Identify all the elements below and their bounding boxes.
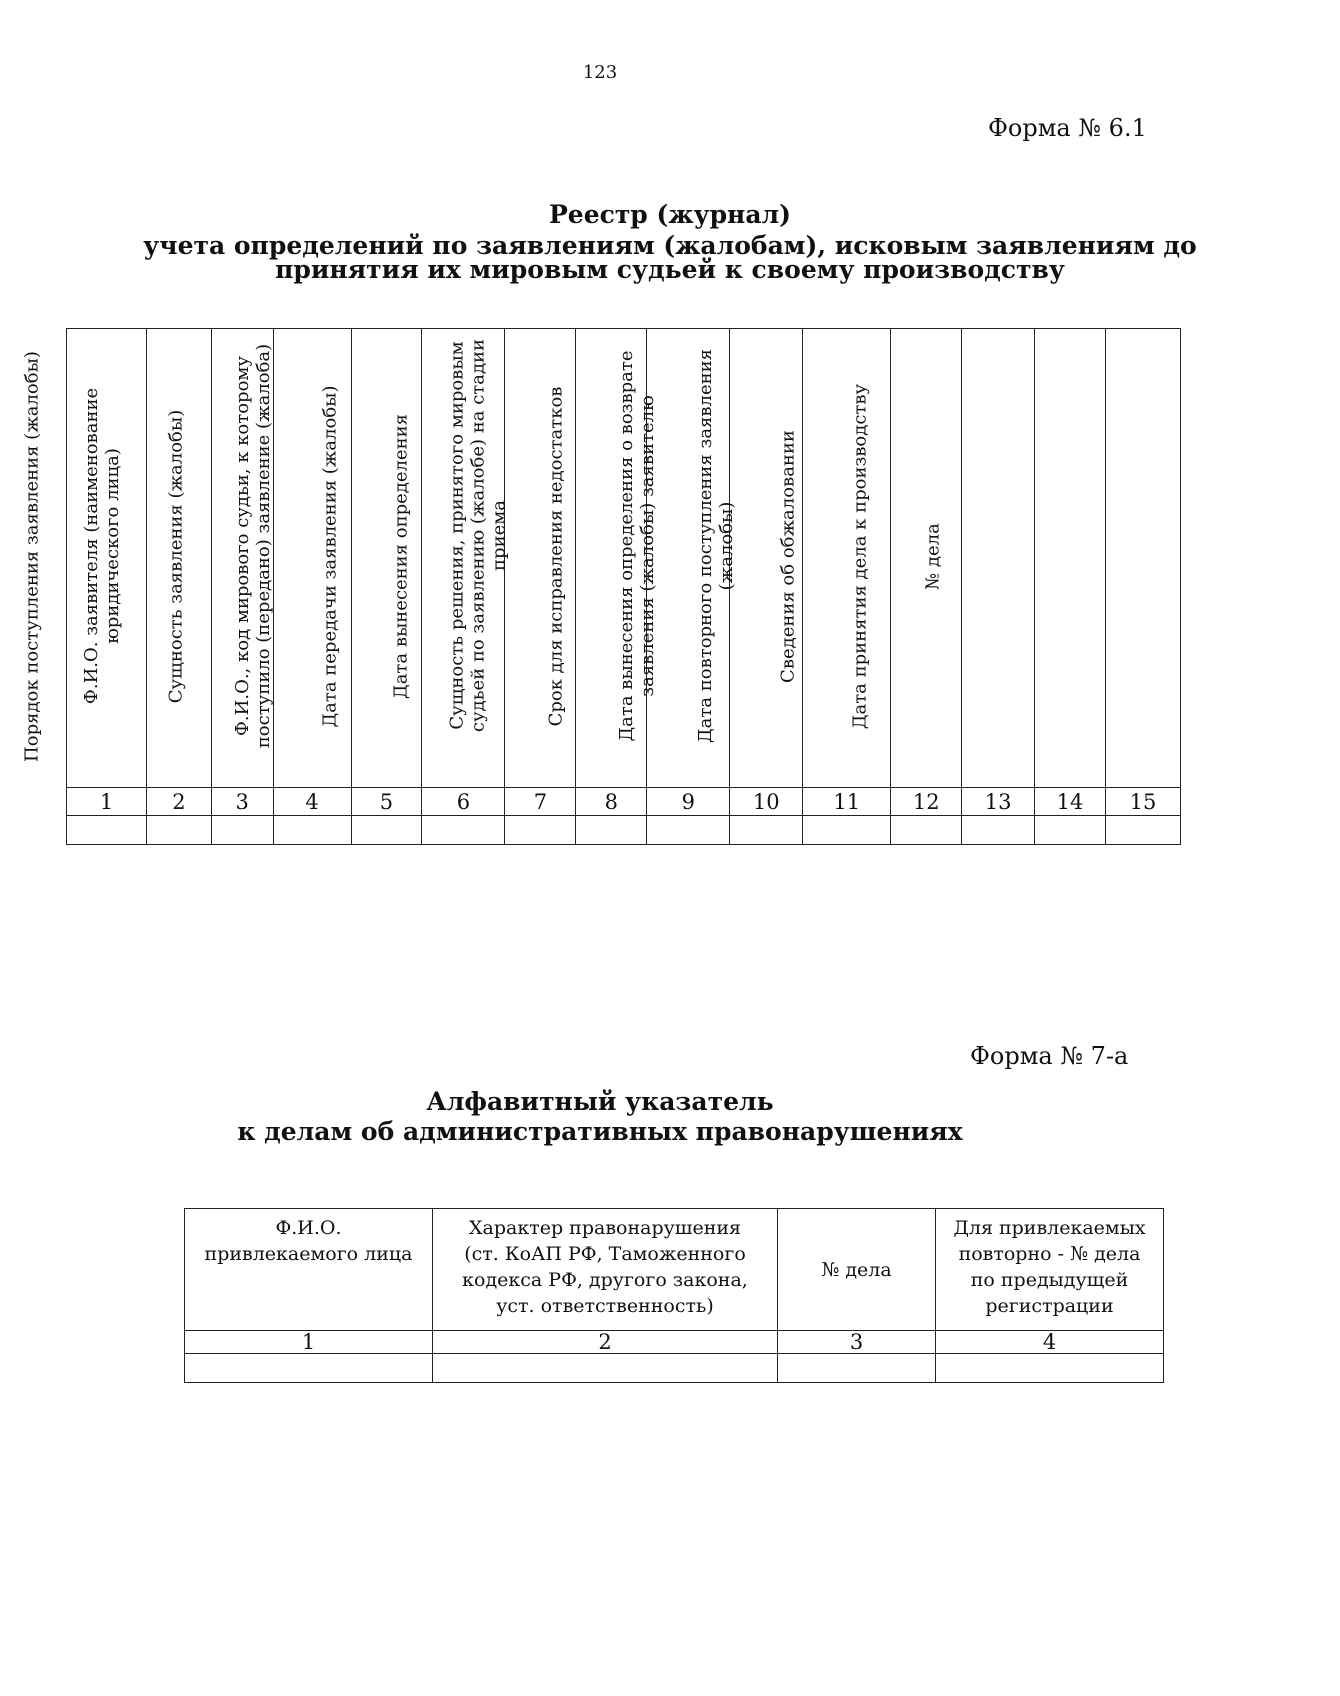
empty-cell [67,816,147,845]
column-number: 4 [273,788,351,816]
column-header: Сущность решения, принятого мировым судьей по заявлению (жалобе) на стадии приема [647,329,730,788]
form-7a-label: Форма № 7-а [970,1042,1129,1070]
empty-cell [185,1354,433,1383]
registry-empty-row [67,816,1181,845]
column-number: 3 [211,788,273,816]
column-number: 11 [803,788,891,816]
empty-cell [273,816,351,845]
empty-cell [936,1354,1164,1383]
empty-cell [891,816,962,845]
registry-title [0,200,1340,229]
index-title-line-2: к делам об административных правонарушениях [237,1117,963,1146]
column-number: 9 [647,788,730,816]
registry-table [21,328,1181,845]
empty-cell [1035,816,1106,845]
column-header: Сущность заявления (жалобы) [351,329,422,788]
page-number: 123 [582,62,618,83]
index-title-line-1: Алфавитный указатель [426,1087,774,1116]
column-header-case-number: № дела [778,1209,936,1331]
column-header: Дата повторного поступления заявления (жалобы) [891,329,962,788]
column-number: 7 [505,788,576,816]
registry-number-row [67,788,1181,816]
empty-cell [576,816,647,845]
column-header: Порядок поступления заявления (жалобы) [211,329,273,788]
column-header: Дата вынесения определения о возврате заявления (жалобы) заявителю [803,329,891,788]
empty-cell [211,816,273,845]
empty-cell [1105,816,1180,845]
column-number: 2 [433,1331,778,1354]
column-number: 15 [1105,788,1180,816]
column-number: 14 [1035,788,1106,816]
registry-header-row [67,329,1181,788]
empty-cell [505,816,576,845]
column-number: 1 [67,788,147,816]
column-header-person: Ф.И.О. привлекаемого лица [185,1209,433,1331]
column-header: Срок для исправления недостатков [730,329,803,788]
index-empty-row [185,1354,1164,1383]
empty-cell [778,1354,936,1383]
column-header-offense: Характер правонарушения (ст. КоАП РФ, Таможенного кодекса РФ, другого закона, уст. ответственность) [433,1209,778,1331]
column-number: 8 [576,788,647,816]
column-header: Ф.И.О., код мирового судьи, к которому поступило (передано) заявление (жалоба) [422,329,505,788]
column-number: 2 [147,788,212,816]
column-header: Дата принятия дела к производству [1035,329,1106,788]
registry-title-line-1: Реестр (журнал) [548,200,792,229]
empty-cell [962,816,1035,845]
empty-cell [422,816,505,845]
column-number: 10 [730,788,803,816]
column-header: Ф.И.О. заявителя (наименование юридического лица) [273,329,351,788]
column-header: Дата вынесения определения [576,329,647,788]
alphabetical-index-table [184,1208,1164,1383]
empty-cell [351,816,422,845]
column-header-repeat: Для привлекаемых повторно - № дела по предыдущей регистрации [936,1209,1164,1331]
column-number: 6 [422,788,505,816]
empty-cell [730,816,803,845]
column-number: 5 [351,788,422,816]
column-header: Дата передачи заявления (жалобы) [505,329,576,788]
index-header-row [185,1209,1164,1331]
empty-cell [803,816,891,845]
column-header: № дела [1105,329,1180,788]
registry-subtitle-line-3: принятия их мировым судьей к своему производству [275,255,1065,284]
column-number: 1 [185,1331,433,1354]
column-number: 3 [778,1331,936,1354]
form-6-1-label: Форма № 6.1 [988,114,1147,142]
column-number: 4 [936,1331,1164,1354]
index-number-row [185,1331,1164,1354]
empty-cell [147,816,212,845]
empty-cell [433,1354,778,1383]
column-number: 12 [891,788,962,816]
registry-subtitle-line-2: учета определений по заявлениям (жалобам), исковым заявлениям до [143,231,1197,260]
column-number: 13 [962,788,1035,816]
empty-cell [647,816,730,845]
column-header: Сведения об обжаловании [962,329,1035,788]
